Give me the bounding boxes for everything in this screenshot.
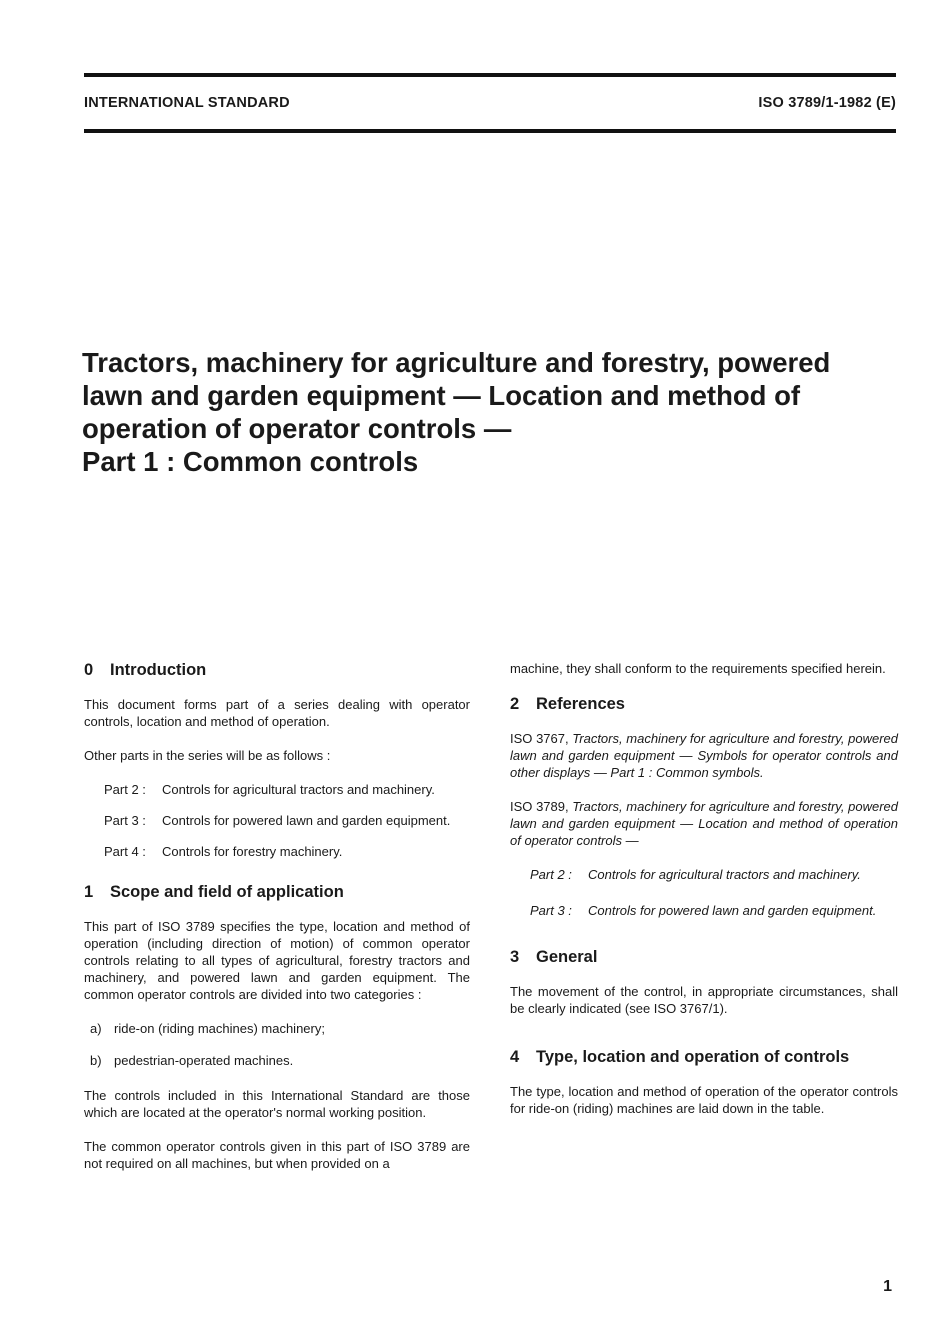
paragraph: The common operator controls given in this part of ISO 3789 are not required on all machines, but when provided on a — [84, 1139, 470, 1171]
paragraph: This part of ISO 3789 specifies the type, location and method of operation (including direction of motion) of common operator controls relating to all types of agricultural, forestry tractors and machinery, and powered lawn and garden equipment. The common operator controls are divided into two categories : — [84, 919, 470, 1002]
part-label: Part 2 : — [104, 782, 146, 797]
list-item — [104, 812, 470, 829]
title-line: operation of operator controls — — [82, 413, 512, 444]
paragraph: This document forms part of a series dealing with operator controls, location and method of operation. — [84, 697, 470, 729]
reference-entry — [510, 798, 898, 849]
section-heading-references — [510, 694, 898, 714]
standard-number: ISO 3789/1-1982 (E) — [758, 95, 896, 111]
document-type-label: INTERNATIONAL STANDARD — [84, 95, 290, 111]
list-item — [530, 902, 898, 919]
part-label: Part 3 : — [104, 813, 146, 828]
left-column — [84, 660, 470, 1189]
paragraph-continuation: machine, they shall conform to the requirements specified herein. — [510, 661, 886, 676]
title-line: Part 1 : Common controls — [82, 446, 419, 477]
page-number: 1 — [883, 1278, 892, 1295]
part-text: Controls for powered lawn and garden equipment. — [162, 813, 451, 828]
section-number: 4 — [510, 1048, 520, 1066]
section-title: Type, location and operation of controls — [536, 1048, 850, 1066]
paragraph: The movement of the control, in appropriate circumstances, shall be clearly indicated (see ISO 3767/1). — [510, 984, 898, 1016]
list-item — [90, 1020, 470, 1037]
header-top-rule — [84, 73, 896, 77]
item-label: b) — [90, 1053, 102, 1068]
list-item — [104, 843, 470, 860]
section-title: Scope and field of application — [110, 883, 344, 901]
paragraph: The type, location and method of operation of the operator controls for ride-on (riding) machines are laid down in the table. — [510, 1084, 898, 1116]
paragraph: Other parts in the series will be as follows : — [84, 748, 331, 763]
paragraph: The controls included in this International Standard are those which are located at the operator's normal working position. — [84, 1088, 470, 1120]
section-heading-scope — [84, 882, 470, 902]
section-heading-general — [510, 947, 898, 967]
section-title: Introduction — [110, 661, 207, 679]
part-text: Controls for agricultural tractors and machinery. — [588, 867, 861, 882]
section-title: References — [536, 695, 625, 713]
document-title — [82, 346, 902, 478]
section-number: 1 — [84, 883, 94, 901]
reference-title: Tractors, machinery for agriculture and forestry, powered lawn and garden equipment — Symbols for operator controls and other displays — Part 1 : Common symbols. — [510, 731, 898, 780]
part-label: Part 3 : — [530, 903, 572, 918]
list-item — [104, 781, 470, 798]
section-title: General — [536, 948, 598, 966]
section-heading-introduction — [84, 660, 470, 680]
list-item — [530, 866, 898, 883]
part-text: Controls for forestry machinery. — [162, 844, 343, 859]
reference-title: Tractors, machinery for agriculture and forestry, powered lawn and garden equipment — Location and method of operation of operator controls — — [510, 799, 898, 848]
part-label: Part 4 : — [104, 844, 146, 859]
title-line: Tractors, machinery for agriculture and forestry, powered — [82, 347, 831, 378]
reference-entry — [510, 730, 898, 781]
section-number: 2 — [510, 695, 520, 713]
part-text: Controls for powered lawn and garden equipment. — [588, 903, 877, 918]
reference-code: ISO 3767, — [510, 731, 569, 746]
part-label: Part 2 : — [530, 867, 572, 882]
reference-code: ISO 3789, — [510, 799, 569, 814]
part-text: Controls for agricultural tractors and machinery. — [162, 782, 435, 797]
list-item — [90, 1052, 470, 1069]
right-column — [510, 660, 898, 1134]
section-number: 3 — [510, 948, 520, 966]
item-text: ride-on (riding machines) machinery; — [114, 1021, 325, 1036]
section-heading-type-location — [510, 1047, 898, 1067]
header-bottom-rule — [84, 129, 896, 133]
item-text: pedestrian-operated machines. — [114, 1053, 294, 1068]
title-line: lawn and garden equipment — Location and method of — [82, 380, 801, 411]
item-label: a) — [90, 1021, 102, 1036]
section-number: 0 — [84, 661, 94, 679]
